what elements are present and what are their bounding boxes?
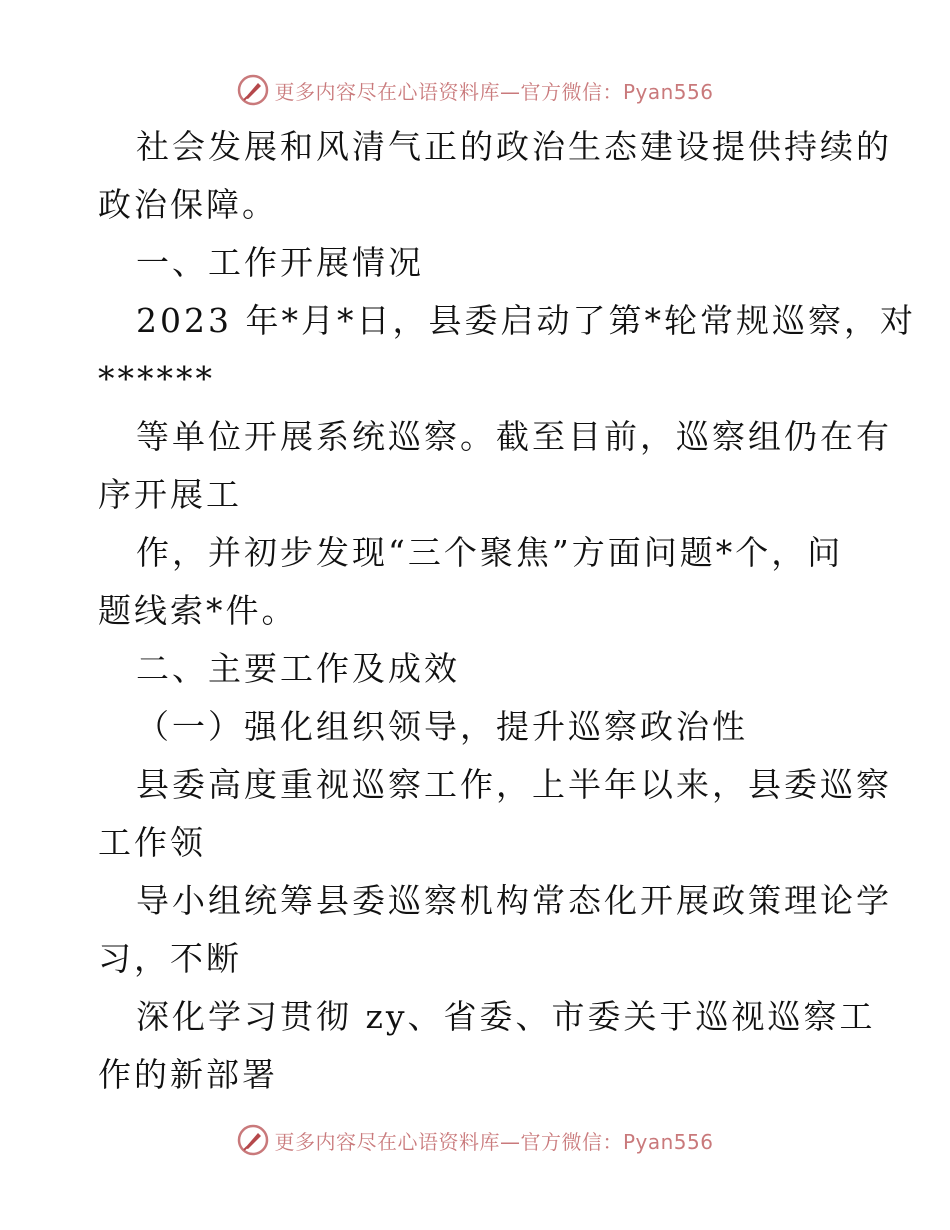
paragraph-line: 导小组统筹县委巡察机构常态化开展政策理论学 bbox=[136, 881, 892, 920]
paragraph-line: 县委高度重视巡察工作，上半年以来，县委巡察 bbox=[136, 765, 892, 804]
paragraph-line: 政治保障。 bbox=[98, 185, 278, 224]
paragraph-line: 作，并初步发现“三个聚焦”方面问题*个，问 bbox=[136, 533, 844, 572]
paragraph-line: 习，不断 bbox=[98, 939, 242, 978]
header-watermark bbox=[0, 70, 950, 110]
paragraph-line: 序开展工 bbox=[98, 475, 242, 514]
watermark-text: 更多内容尽在心语资料库—官方微信：Pyan556 bbox=[274, 79, 714, 104]
quill-logo-icon bbox=[236, 1123, 270, 1157]
paragraph-line: 社会发展和风清气正的政治生态建设提供持续的 bbox=[136, 127, 892, 166]
paragraph-line: ****** bbox=[98, 359, 215, 398]
section-heading: 一、工作开展情况 bbox=[136, 243, 424, 282]
watermark-text: 更多内容尽在心语资料库—官方微信：Pyan556 bbox=[274, 1129, 714, 1154]
paragraph-line: 等单位开展系统巡察。截至目前，巡察组仍在有 bbox=[136, 417, 892, 456]
paragraph-line: 2023 年*月*日，县委启动了第*轮常规巡察，对 bbox=[136, 301, 916, 340]
footer-watermark bbox=[0, 1120, 950, 1160]
paragraph-line: 工作领 bbox=[98, 823, 206, 862]
paragraph-line: 题线索*件。 bbox=[98, 591, 298, 630]
paragraph-line: 深化学习贯彻 zy、省委、市委关于巡视巡察工 bbox=[136, 997, 876, 1036]
paragraph-line: 作的新部署 bbox=[98, 1055, 278, 1094]
section-heading: 二、主要工作及成效 bbox=[136, 649, 460, 688]
document-body bbox=[98, 118, 916, 1104]
quill-logo-icon bbox=[236, 73, 270, 107]
subsection-heading: （一）强化组织领导，提升巡察政治性 bbox=[136, 707, 748, 746]
